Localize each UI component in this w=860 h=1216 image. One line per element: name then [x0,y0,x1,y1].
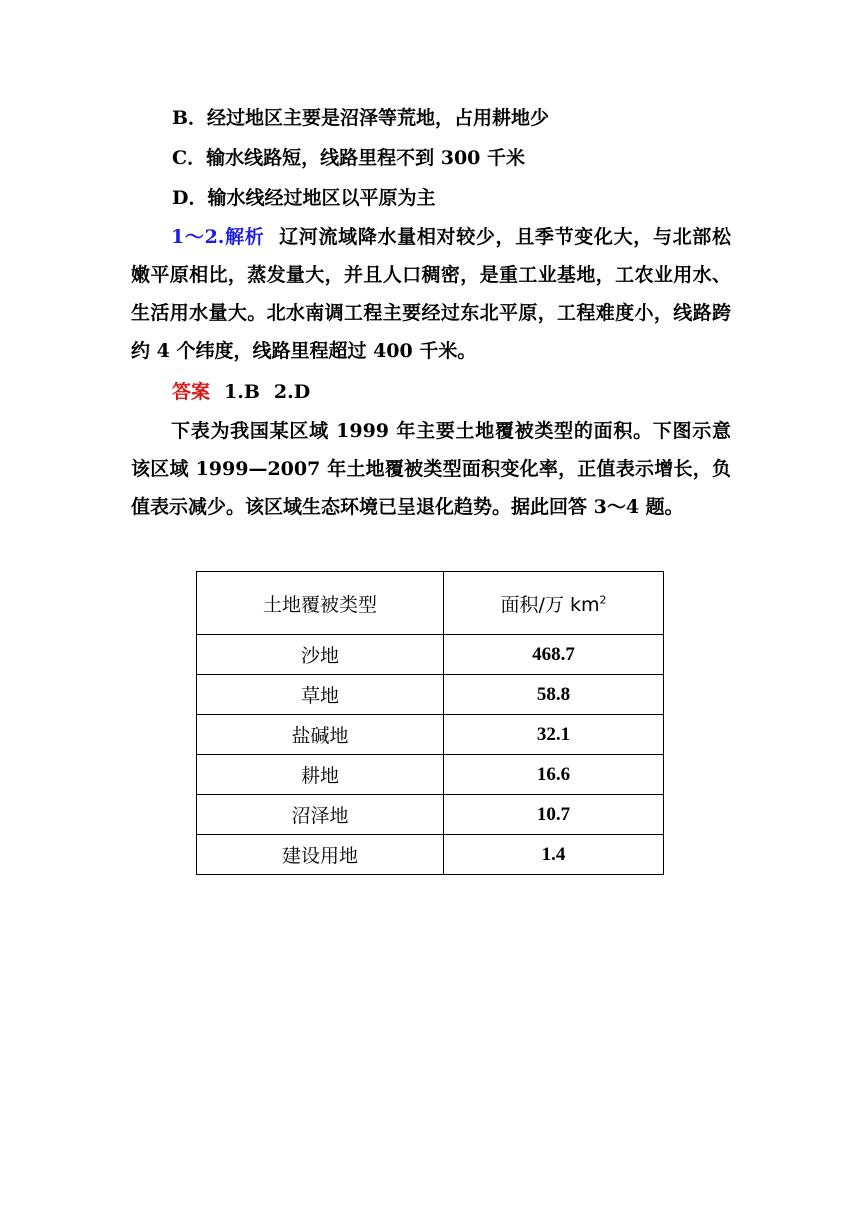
option-d: D．输水线经过地区以平原为主 [172,187,436,209]
cell-type: 沙地 [197,635,444,675]
table-row [197,715,664,755]
cell-area: 468.7 [444,635,664,675]
analysis-paragraph [131,218,731,370]
cell-area: 58.8 [444,675,664,715]
table-row [197,755,664,795]
option-c: C．输水线路短，线路里程不到 300 千米 [172,147,526,169]
cell-type: 耕地 [197,755,444,795]
land-cover-table [196,571,664,875]
answer-q2: 2.D [273,381,311,403]
cell-type: 建设用地 [197,835,444,875]
answer-q1: 1.B [224,381,260,403]
table-header-row [197,572,664,635]
table-row [197,795,664,835]
cell-area: 10.7 [444,795,664,835]
header-area-text: 面积/万 km [500,593,600,616]
answer-line [172,380,310,404]
analysis-text: 辽河流域降水量相对较少，且季节变化大，与北部松嫩平原相比，蒸发量大，并且人口稠密，是重工业基地，工农业用水、生活用水量大。北水南调工程主要经过东北平原，工程难度小，线路跨约 4 个纬度，线路里程超过 400 千米。 [131,226,731,362]
table-row [197,675,664,715]
cell-area: 16.6 [444,755,664,795]
answer-label: 答案 [172,381,211,403]
table-row [197,835,664,875]
header-land-type: 土地覆被类型 [197,572,444,635]
option-b: B．经过地区主要是沼泽等荒地，占用耕地少 [172,107,550,129]
intro-paragraph: 下表为我国某区域 1999 年主要土地覆被类型的面积。下图示意该区域 1999—2007 年土地覆被类型面积变化率，正值表示增长，负值表示减少。该区域生态环境已呈退化趋势。据此回答 3～4 题。 [131,420,731,518]
analysis-label: 1～2.解析 [171,226,265,248]
cell-area: 32.1 [444,715,664,755]
header-area-sup: 2 [599,593,607,607]
table-row [197,635,664,675]
cell-type: 草地 [197,675,444,715]
cell-type: 沼泽地 [197,795,444,835]
cell-type: 盐碱地 [197,715,444,755]
cell-area: 1.4 [444,835,664,875]
header-area [444,572,664,635]
